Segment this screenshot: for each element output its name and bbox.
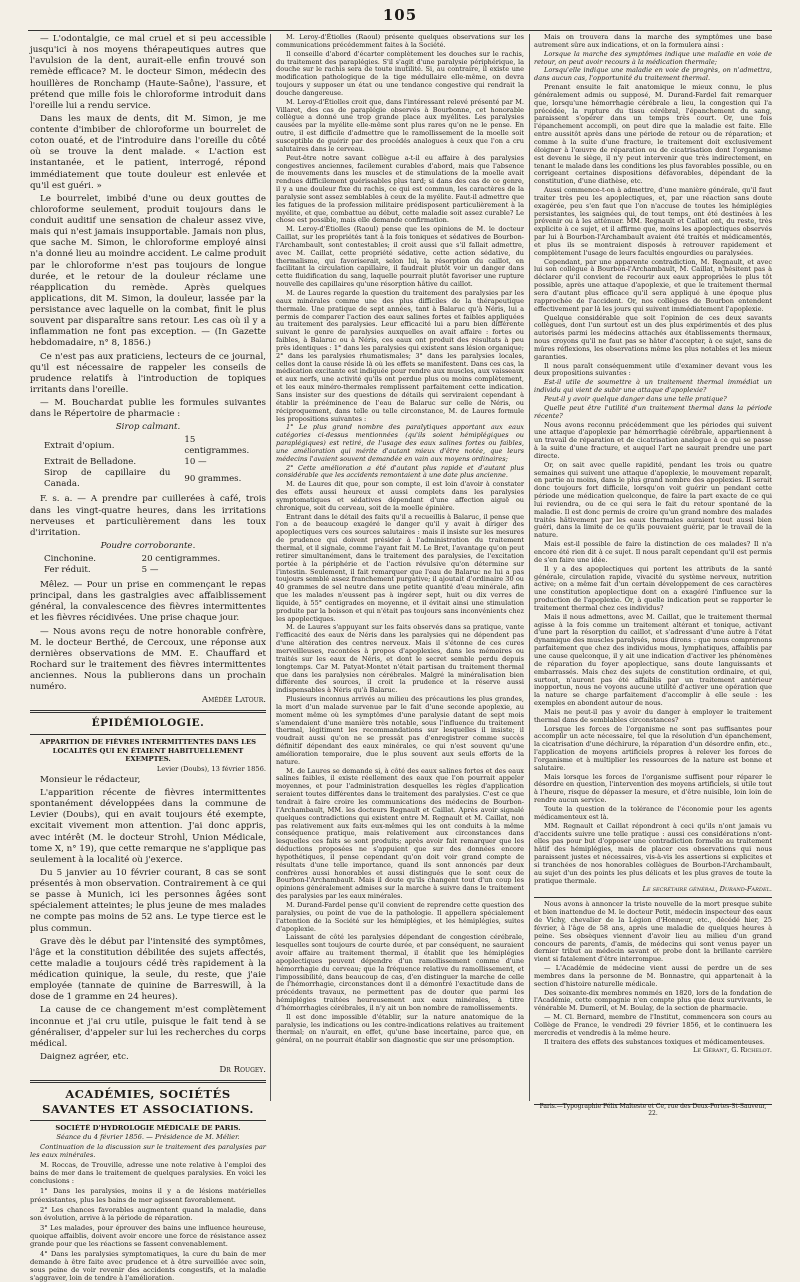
paragraph: M. Leroy-d'Étiolles (Raoul) pense que les opinions de M. le docteur Caillat, sur les propriétés tant à la fois toniques et sédatives de Bourbon-l'Archambault, sont contestables; il croit aussi que s'il fallait admettre, avec M. Caillat, cette propriété sédative, cette action sédative, du thermalisme, qui favoriserait, selon lui, la résorption du caillot, en facilitant la circulation capillaire, il faudrait plutôt voir un danger dans cette fluidification du sang, laquelle pourrait plutôt favoriser une rupture nouvelle des capillaires qu'une résorption hâtive du caillot.	[276, 225, 524, 289]
formula-table-2	[30, 554, 266, 576]
paragraph: Peut-il y avoir quelque danger dans une telle pratique?	[544, 394, 727, 403]
paragraph: M. Roccas, de Trouville, adresse une note relative à l'emploi des bains de mer dans le traitement de quelques paralysies. En voici les conclusions :	[30, 1161, 266, 1186]
paragraph: Il nous paraît conséquemment utile d'examiner devant vous les deux propositions suivantes :	[534, 361, 772, 378]
paragraph: Laissant de côté les paralysies dépendant de congestion cérébrale, lesquelles sont toujours de courte durée, et par conséquent, ne sauraient avoir affaire au traitement thermal, il établit que les hémiplégies apoplectiques peuvent dépendre d'un ramollissement comme d'une hémorrhagie du cerveau; que la fréquence relative du ramollissement, et l'impossibilité, dans beaucoup de cas, d'en distinguer la marche de celle de l'hémorrhagie, circonstances dont il a démontré l'exactitude dans de précédents travaux, ne permettent pas de douter que parmi les hémiplégies traitées heureusement aux eaux minérales, à titre d'hémorrhagies cérébrales, il n'y ait un bon nombre de ramollissements.	[276, 933, 524, 1012]
paragraph: Daignez agréer, etc.	[40, 1051, 129, 1062]
paragraph: Nous avons à annoncer la triste nouvelle de la mort presque subite et bien inattendue de M. le docteur Petit, médecin inspecteur des eaux de Vichy, chevalier de la Légion d'Honneur, etc., décédé hier, 25 février, à l'âge de 58 ans, après une maladie de quelques heures à peine. Ses obsèques viennent d'avoir lieu au milieu d'un grand concours de parents, d'amis, de médecins qui sont venus payer un dernier tribut au médecin savant et probe dont la brillante carrière vient si fatalement d'être interrompue.	[534, 900, 772, 964]
session-line: Séance du 4 février 1856. — Présidence de M. Mélier.	[56, 1133, 240, 1142]
paragraph: 2° Cette amélioration a été d'autant plus rapide et d'autant plus considérable que les accidents remontaient à une date plus ancienne.	[276, 463, 524, 480]
formula-row	[30, 565, 266, 576]
paragraph: Quelque considérable que soit l'opinion de ces deux savants collègues, dont l'un surtout est un des plus expérimentés et des plus autorisés parmi les médecins attachés aux établissements thermaux, nous croyons qu'il ne faut pas se hâter d'accepter, à ce sujet, sans de mûres réflexions, les observations même les plus notables et les mieux garanties.	[534, 313, 772, 361]
section-rule	[30, 1080, 266, 1083]
paragraph: M. Leroy-d'Étiolles (Raoul) présente quelques observations sur les communications précédemment faites à la Société.	[276, 33, 524, 49]
paragraph: Plusieurs inconnus arrivés au milieu des précautions les plus grandes, la mort d'un malade survenue par le fait d'une seconde apoplexie, au moment même où les symptômes d'une paralysie datant de sept mois s'amendaient d'une manière très notable, sous l'influence du traitement thermal, légitiment les recommandations sur lesquelles il insiste; il voudrait aussi qu'on ne se pressât pas d'enregistrer comme succès définitif dépendant des eaux minérales, ce qui n'est souvent qu'une amélioration temporaire, due le plus souvent aux seuls efforts de la nature.	[276, 695, 524, 766]
paragraph: — L'odontalgie, ce mal cruel et si peu accessible jusqu'ici à nos moyens thérapeutiques autres que l'avulsion de la dent, aurait-elle enfin trouvé son remède efficace? M. le docteur Simon, médecin des houillères de Ronchamp (Haute-Saône), l'assure, et prétend que mille fois le chloroforme introduit dans l'oreille lui a rendu service.	[30, 34, 266, 111]
paragraph: M. de Laures dit que, pour son compte, il est loin d'avoir à constater des effets aussi heureux et aussi complets dans les paralysies symptomatiques et sédatives dépendant d'une affection aiguë ou chronique, soit du cerveau, soit de la moelle épinière.	[276, 480, 524, 512]
quantity: 10 —	[184, 457, 207, 468]
dateline: Levier (Doubs), 13 février 1856.	[156, 764, 266, 773]
paragraph: Lorsqu'elle indique une maladie en voie de progrès, on n'admettra, dans aucun cas, l'opportunité du traitement thermal.	[534, 66, 772, 83]
section-rule	[30, 710, 266, 713]
formula-title: Poudre corroborante.	[100, 540, 196, 551]
paragraph: M. de Laures regarde la question du traitement des paralysies par les eaux minérales comme une des plus difficiles de la thérapeutique thermale. Une pratique de sept années, tant à Balaruc qu'à Néris, lui a permis de comparer l'action des eaux salines fortes et faibles appliquées au traitement des paralysies. Leur efficacité lui a paru bien différente suivant le genre de paralysies auxquelles on avait affaire : fortes ou faibles, à Balaruc ou à Néris, ces eaux ont produit des résultats à peu près identiques : 1° dans les paralysies qui existent sans lésion organique; 2° dans les paralysies rhumatismales; 3° dans les paralysies locales, celles dont la cause réside là où les effets se manifestent. Dans ces cas, la médication excitante est indiquée pour rendre aux muscles, aux vaisseaux et aux nerfs, une activité qu'ils ont perdue plus ou moins complètement, et les eaux minéro-thermales remplissent parfaitement cette indication. Sans insister sur des questions de détails qui serviraient cependant à établir la prééminence de l'eau de Balaruc sur celle de Néris, ou réciproquement, dans telle ou telle circonstance, M. de Laures formule les propositions suivantes :	[276, 289, 524, 423]
page-number: 105	[382, 6, 418, 24]
paragraph: Il est donc impossible d'établir, sur la nature anatomique de la paralysie, les indications ou les contre-indications relatives au traitement thermal; on n'aurait, en effet, qu'une base incertaine, parce que, en général, on ne pourrait établir son diagnostic que sur une présomption.	[276, 1012, 524, 1045]
section-rule	[30, 1120, 266, 1121]
paragraph: Mais est-il possible de faire la distinction de ces malades? Il n'a encore été rien dit à ce sujet. Il nous paraît cependant qu'il est permis de s'en faire une idée.	[534, 540, 772, 564]
paragraph: Grave dès le début par l'intensité des symptômes, l'âge et la constitution débilitée des sujets affectés, cette maladie a toujours cédé très rapidement à la médication quinique, la seule, du reste, que j'aie employée (tannate de quinine de Barreswill, à la dose de 1 gramme en 24 heures).	[30, 936, 266, 1003]
paragraph: — L'Académie de médecine vient aussi de perdre un de ses membres dans la personne de M. Bonnastre, qui appartenait à la section d'histoire naturelle médicale.	[534, 964, 772, 988]
paragraph: Dans les maux de dents, dit M. Simon, je me contente d'imbiber de chloroforme un bourrelet de coton ouaté, et de l'introduire dans l'oreille du côté où se trouve la dent malade. « L'action est instantanée, et le patient, interrogé, répond immédiatement que toute douleur est enlevée et qu'il est guéri. »	[30, 113, 266, 191]
column-1	[30, 34, 266, 1282]
section-rule	[30, 734, 266, 735]
ingredient: Cinchonine.	[44, 554, 97, 564]
paragraph: Des soixante-dix membres nommés en 1820, lors de la fondation de l'Académie, cette compagnie n'en compte plus que deux survivants, le vénérable M. Dumeril, et M. Boulay, de la section de pharmacie.	[534, 988, 772, 1013]
paragraph: M. de Laures s'appuyant sur les faits observés dans sa pratique, vante l'efficacité des eaux de Néris dans les paralysies qui ne dépendent pas d'une altération des centres nerveux. Mais il s'étonne de ces cures merveilleuses, racontées à propos d'apoplexies, dans les mémoires ou traités sur les eaux de Néris, et dont le secret semble perdu depuis longtemps. Car M. Patyat-Montet n'était partisan du traitement thermal que dans les paralysies non cérébrales. Malgré la minéralisation bien différente des sources, il croit la prudence et la réserve aussi indispensables à Néris qu'à Balaruc.	[276, 623, 524, 695]
paragraph: Ce n'est pas aux praticiens, lecteurs de ce journal, qu'il est nécessaire de rappeler les conseils de prudence relatifs à l'introduction de topiques irritants dans l'oreille.	[30, 351, 266, 395]
paragraph: Aussi commence-t-on à admettre, d'une manière générale, qu'il faut traiter très peu les apoplectiques, et, par une réaction sans doute exagérée, peu s'en faut que l'on n'accuse de toutes les hémiplégies persistantes, les saignées qui, de tout temps, ont été destinées à les prévenir ou à les atténuer. MM. Regnault et Caillat ont, du reste, très explicite à ce sujet, et il affirme que, moins les apoplectiques observés par lui à Bourbon-l'Archambault avaient été traités et médicamentés, et plus ils se montraient disposés à retrouver rapidement et complètement l'usage de leurs facultés engourdies ou paralysées.	[534, 186, 772, 257]
paragraph: Est-il utile de soumettre à un traitement thermal immédiat un individu qui vient de subir une attaque d'apoplexie?	[534, 378, 772, 395]
paragraph: — Nous avons reçu de notre honorable confrère, M. le docteur Berthé, de Cercoux, une réponse aux dernières observations de MM. E. Chauffard et Rochard sur le traitement des fièvres intermittentes anciennes. Nous la publierons dans un prochain numéro.	[30, 626, 266, 693]
column-divider-2	[529, 34, 530, 1101]
quantity: 5 —	[141, 565, 159, 575]
header-rule	[28, 30, 772, 31]
paragraph: La cause de ce changement m'est complètement inconnue et j'ai cru utile, puisque le fait tend à se généraliser, d'appeler sur lui les recherches du corps médical.	[30, 1005, 266, 1049]
paragraph: Lorsque la marche des symptômes indique une maladie en voie de retour, on peut avoir recours à la médication thermale;	[534, 49, 772, 66]
section-title-epidemiologie: ÉPIDÉMIOLOGIE.	[91, 717, 205, 730]
paragraph: 4° Dans les paralysies symptomatiques, la cure du bain de mer demande à être faite avec prudence et à être surveillée avec soin, sous peine de voir revenir des accidents congestifs, et la maladie s'aggraver, loin de tendre à l'amélioration.	[30, 1249, 266, 1282]
paragraph: F. s. a. — A prendre par cuillerées à café, trois dans les vingt-quatre heures, dans les irritations nerveuses et particulièrement dans les toux d'irritation.	[30, 494, 266, 538]
formula-title: Sirop calmant.	[115, 422, 181, 433]
signature: Le Gérant, G. Richelot.	[693, 1046, 772, 1055]
paragraph: Mais lorsque les forces de l'organisme suffisent pour réparer le désordre en question, l'intervention des moyens artificiels, si utile tout à l'heure, risque de dépasser la mesure, et d'être nuisible, loin loin de rendre aucun service.	[534, 772, 772, 805]
paragraph: Il y a des apoplectiques qui portent les attributs de la santé générale, circulation rapide, vivacité du système nerveux, nutrition active; on a même fait d'un certain développement de ces caractères une constitution apoplectique dont on a exagéré l'influence sur la production de l'apoplexie. Or, à quelle indication peut se rapporter le traitement thermal chez ces individus?	[534, 564, 772, 612]
section-rule	[534, 897, 772, 898]
paragraph: 3° Les malades, pour éprouver des bains une influence heureuse, quoique affaiblis, doivent avoir encore une force de résistance assez grande pour que les réactions se fassent convenablement.	[30, 1223, 266, 1248]
paragraph: Cependant, par une apparente contradiction, M. Regnault, et avec lui son collègue à Bourbon-l'Archambault, M. Caillat, n'hésitent pas à déclarer qu'il convient de recourir aux eaux appropriées le plus tôt possible, après une attaque d'apoplexie, et que le traitement thermal sera d'autant plus efficace qu'il sera appliqué à une époque plus rapprochée de l'accident. Or, nos collègues de Bourbon entendent effectivement par là les jours qui suivent immédiatement l'apoplexie.	[534, 257, 772, 313]
paragraph: Toute la question de la tolérance de l'économie pour les agents médicamenteux est là.	[534, 805, 772, 821]
paragraph: Il conseille d'abord d'écarter complètement les douches sur le rachis, du traitement des paraplégies. S'il s'agit d'une paralysie périphérique, la douche sur le rachis sera de toute inutilité. Si, au contraire, il existe une modification pathologique de la tige médullaire elle-même, on devra toujours y supposer un état ou une tendance congestive qui rendrait la douche dangereuse.	[276, 49, 524, 97]
printer-imprint: Paris.—Typographie Félix Malteste et Ce, rue des Deux-Portes-St-Sauveur, 22.	[539, 1103, 767, 1117]
quantity: 90 grammes.	[184, 473, 242, 484]
formula-table-1	[30, 435, 266, 490]
paragraph: Lorsque les forces de l'organisme ne sont pas suffisantes pour accomplir un acte nécessaire, tel que la résolution d'un épanchement, la cicatrisation d'une déchirure, la réparation d'un désordre enfin, etc., l'application de moyens artificiels propres à relever les forces de l'organisme et à multiplier les ressources de la nature est bonne et salutaire.	[534, 724, 772, 772]
paragraph: 1° Dans les paralysies, moins il y a de lésions matérielles préexistantes, plus les bains de mer agissent favorablement.	[30, 1187, 266, 1204]
paragraph: 1° Le plus grand nombre des paralytiques apportant aux eaux catégories ci-dessus mentionnées (qu'ils soient hémiplégiques ou paraplégiques) est retiré, de l'usage des eaux salines fortes ou faibles, une amélioration qui mérite d'autant mieux d'être notée, que leurs médecins l'avaient souvent demandée en vain aux moyens ordinaires;	[276, 423, 524, 463]
paragraph: Mais il nous admettons, avec M. Caillat, que le traitement thermal agisse à la fois comme un traitement altérant et tonique, activant d'une part la résorption du caillot, et s'adressant d'une autre à l'état dynamique des muscles paralysés, nous dirons : que nous comprenons parfaitement que chez des individus mous, lymphatiques, affaiblis par une cause quelconque, il y ait une indication d'activer les phénomènes de réparation du foyer apoplectique, sans doute languissants et embarrassés. Mais chez des sujets de constitution ordinaire, et qui, surtout, n'auront pas été affaiblis par un traitement antérieur inopportun, nous ne voyons aucune utilité d'activer une opération que la nature se charge parfaitement d'accomplir à elle seule : les exemples en abondent autour de nous.	[534, 612, 772, 708]
quantity: 15 centigrammes.	[184, 435, 250, 457]
paragraph: MM. Regnault et Caillat répondront à ceci qu'ils n'ont jamais vu d'accidents suivre une telle pratique : aussi ces considérations n'ont-elles pas pour but d'opposer une contradiction formelle au traitement hâtif des hémiplégies, mais de placer ces observations qui nous paraissent justes et nécessaires, vis-à-vis les assertions si explicites et si tranchées de nos honorables collègues de Bourbon-l'Archambault, au sujet d'un des points les plus délicats et les plus graves de toute la pratique thermale.	[534, 821, 772, 885]
paragraph: Mais on trouvera dans la marche des symptômes une base autrement sûre aux indications, et on la formulera ainsi :	[534, 33, 772, 49]
article-subhead: SOCIÉTÉ D'HYDROLOGIE MÉDICALE DE PARIS.	[55, 1123, 241, 1132]
signature: Le secrétaire général, Durand-Fardel.	[642, 885, 772, 894]
paragraph: Quelle peut être l'utilité d'un traitement thermal dans la période récente?	[534, 403, 772, 420]
ingredient: Fer réduit.	[44, 565, 91, 575]
paragraph: Nous avons reconnu précédemment que les périodes qui suivent une attaque d'apoplexie par hémorrhagie cérébrale, appartiennent à un travail de réparation et de cicatrisation analogue à ce qui se passe à la suite d'une fracture, et auquel l'art ne saurait prendre une part directe.	[534, 420, 772, 460]
signature: Amédée Latour.	[201, 695, 266, 706]
formula-row	[30, 435, 266, 457]
paragraph: Prenant ensuite le fait anatomique le mieux connu, le plus généralement admis ou supposé, M. Durand-Fardel fait remarquer que, lorsqu'une hémorrhagie cérébrale a lieu, la congestion qui l'a précédée, la rupture du tissu cérébral, l'épanchement du sang, paraissent s'opérer dans un temps très court. Or, une fois l'épanchement accompli, on peut dire que la maladie est faite. Elle entre aussitôt après dans une période de retour ou de réparation; et comme à la suite d'une fracture, le traitement doit exclusivement éloigner à l'œuvre de réparation ou de cicatrisation dont l'organisme est devenu le siège, il n'y peut intervenir que très indirectement, en tenant le malade dans les conditions les plus favorables possible, ou en corrigeant certaines dispositions défavorables, dépendant de la constitution, d'une diathèse, etc.	[534, 83, 772, 186]
salutation: Monsieur le rédacteur,	[40, 774, 141, 785]
column-2	[276, 34, 524, 1101]
paragraph: Mêlez. — Pour un prise en commençant le repas principal, dans les gastralgies avec affaiblissement général, la convalescence des fièvres intermittentes et les fièvres récidivées. Une prise chaque jour.	[30, 580, 266, 624]
formula-row	[30, 554, 266, 565]
paragraph: Or, on sait avec quelle rapidité, pendant les trois ou quatre semaines qui suivent une attaque d'apoplexie, le mouvement reparaît, en partie au moins, dans le plus grand nombre des apoplexies. Il serait donc toujours fort difficile, lorsqu'on voit guérir un pendant cette période une médication quelconque, de faire la part exacte de ce qui lui reviendra, ou de ce qui sera le fait du retour spontané de la maladie. Il est donc permis de croire qu'un grand nombre des malades traités hâtivement par les eaux thermales auraient tout aussi bien guéri, dans la limite de ce qu'ils pouvaient guérir, par le travail de la nature.	[534, 460, 772, 540]
paragraph: M. Leroy-d'Étiolles croit que, dans l'intéressant relevé présenté par M. Villaret, des cas de paraplégie observés à Bourbonne, cet honorable collègue a donné une trop grande place aux myélites. Les paralysies causées par la myélite elle-même sont plus rares qu'on ne le pense. En outre, il est difficile d'admettre que le ramollissement de la moelle soit susceptible de guérir par des procédés analogues à ceux que l'on a cru salutaires dans le cerveau.	[276, 97, 524, 153]
paragraph: M. de Laures se demande si, à côté des eaux salines fortes et des eaux salines faibles, il existe réellement des eaux que l'on pourrait appeler moyennes, et pour l'administration desquelles les règles d'application seraient toutes différentes dans le traitement des paralysies. C'est ce que tendrait à faire croire les communications des médecins de Bourbon-l'Archambault, MM. les docteurs Regnault et Caillat. Après avoir signalé quelques contradictions qui existent entre M. Regnault et M. Caillat, non pas relativement aux faits eux-mêmes qui les ont conduits à la même conséquence pratique, mais relativement aux circonstances dans lesquelles ces faits se sont produits; après avoir fait remarquer que les déductions proposées ne s'appuient que sur des données encore hypothétiques, il pense cependant qu'on doit voir grand compte de résultats d'une telle importance, quand ils sont annoncés par deux confrères aussi honorables et aussi distingués que le sont ceux de Bourbon-l'Archambault. Mais il doute qu'ils changent tout d'un coup les opinions généralement admises sur la marche à suivre dans le traitement des paralysies par les eaux minérales.	[276, 766, 524, 901]
paragraph: — M. Cl. Bernard, membre de l'Institut, commencera son cours au Collège de France, le vendredi 29 février 1856, et le continuera les mercredis et vendredis à la même heure.	[534, 1013, 772, 1037]
article-subhead: APPARITION DE FIÈVRES INTERMITTENTES DANS LES LOCALITÉS QUI EN ÉTAIENT HABITUELLEMENT EXEMPTES.	[39, 737, 257, 764]
paragraph: L'apparition récente de fièvres intermittentes spontanément développées dans la commune de Levier (Doubs), qui en avait toujours été exempte, excitait vivement mon attention. J'ai donc appris, avec intérêt (M. le docteur Strohl, Union Médicale, tome X, n° 19), que cette remarque ne s'applique pas seulement à la localité où j'exerce.	[30, 788, 266, 865]
column-3	[534, 34, 772, 1101]
paragraph: Continuation de la discussion sur le traitement des paralysies par les eaux minérales.	[30, 1143, 266, 1160]
quantity: 20 centigrammes.	[141, 554, 221, 564]
paragraph: Peut-être notre savant collègue a-t-il eu affaire à des paralysies congestives anciennes, facilement curables d'abord, mais que l'absence de mouvements dans les muscles et de stimulations de la moelle avait rendues difficilement guérissables plus tard; si dans des cas de ce genre, il y a une douleur fixe du rachis, ce qui est commun, les caractères de la paralysie sont assez semblables à ceux de la myélite. Faut-il admettre que les fatigues de la profession militaire prédisposent particulièrement à la myélite, et que, combattue au début, cette maladie soit assez curable? Le chose est possible, mais elle demande confirmation.	[276, 153, 524, 225]
paragraph: — M. Bouchardat publie les formules suivantes dans le Répertoire de pharmacie :	[30, 398, 266, 420]
paragraph: Le bourrelet, imbibé d'une ou deux gouttes de chloroforme seulement, produit toujours dans le conduit auditif une sensation de chaleur assez vive, mais qui n'est jamais insupportable. Jamais non plus, que sache M. Simon, le chloroforme employé ainsi n'a donné lieu au moindre accident. Le calme produit par le chloroforme n'est pas toujours de longue durée, et le retour de la douleur réclame une réapplication du remède. Après quelques applications, dit M. Simon, la douleur, lassée par la persistance avec laquelle on la combat, finit le plus souvent par disparaître sans retour. Les cas où il y a inflammation ne font pas exception. — (In Gazette hebdomadaire, n° 8, 1856.)	[30, 193, 266, 349]
ingredient: Extrait de Belladone.	[44, 457, 137, 468]
formula-row	[30, 468, 266, 490]
paragraph: M. Durand-Fardel pense qu'il convient de reprendre cette question des paralysies, ou point de vue de la pathologie. Il appellera spécialement l'attention de la Société sur les hémiplégies, et les hémiplégies, suites d'apoplexie.	[276, 900, 524, 933]
ingredient: Extrait d'opium.	[44, 440, 115, 451]
paragraph: Il traitera des effets des substances toxiques et médicamenteuses.	[544, 1037, 765, 1046]
section-title-academies: ACADÉMIES, SOCIÉTÉS SAVANTES ET ASSOCIATIONS.	[42, 1087, 254, 1116]
paragraph: 2° Les chances favorables augmentent quand la maladie, dans son évolution, arrive à la période de réparation.	[30, 1205, 266, 1222]
formula-row	[30, 457, 266, 468]
column-divider-1	[270, 34, 271, 1101]
paragraph: Entrant dans le détail des faits qu'il a recueillis à Balaruc, il pense que l'on a de beaucoup exagéré le danger qu'il y avait à diriger des apoplectiques vers ces sources salutaires : mais il insiste sur les mesures de prudence qui doivent présider à l'administration du traitement thermal, et il signale, comme l'ayant fait M. Le Bret, l'avantage qu'on peut retirer simultanément, dans le traitement des paralysies, de l'excitation portée à la périphérie et de l'action révulsive qu'on détermine sur l'intestin. Seulement, il fait remarquer que l'eau de Balaruc ne lui a pas toujours semblé assez franchement purgative; il ajoutait d'ordinaire 30 ou 40 grammes de sel neutre dans une petite quantité d'eau minérale, afin que les malades n'eussent pas à ingérer sept, huit ou dix verres de liquide, à 55° centigrades en moyenne, et il évitait ainsi une stimulation produite par la boisson et qui n'était pas toujours sans inconvénients chez les apoplectiques.	[276, 512, 524, 623]
signature: Dr Rougey.	[219, 1065, 266, 1076]
paragraph: Mais ne peut-il pas y avoir du danger à employer le traitement thermal dans de semblables circonstances?	[534, 707, 772, 724]
paragraph: Du 5 janvier au 10 février courant, 8 cas se sont présentés à mon observation. Contrairement à ce qui se passe à Munich, ici les personnes âgées sont spécialement atteintes; le plus jeune de mes malades ne compte pas moins de 52 ans. Le type tierce est le plus commun.	[30, 867, 266, 934]
ingredient: Sirop de capillaire du Canada.	[44, 468, 171, 490]
